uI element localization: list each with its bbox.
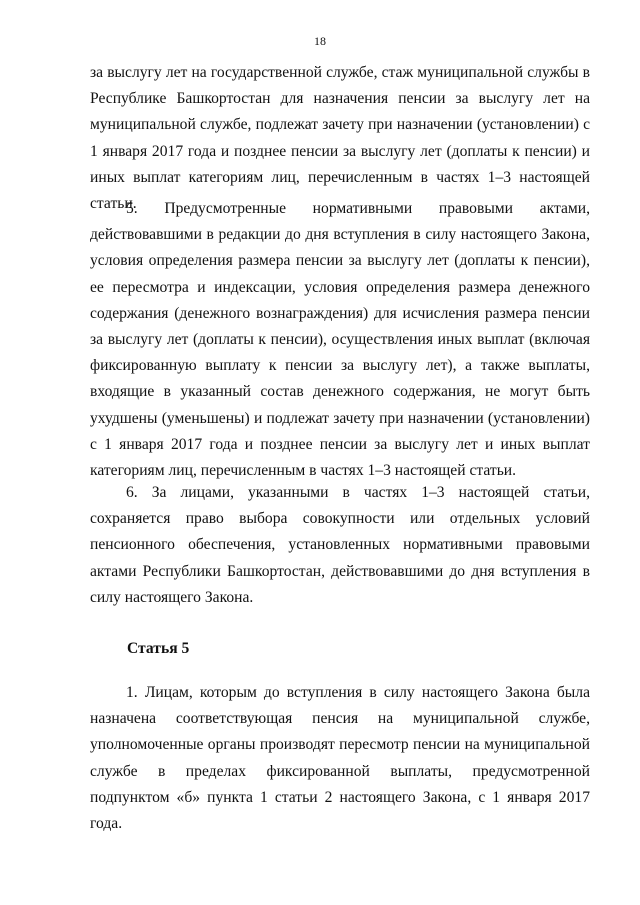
paragraph-continuation: за выслугу лет на государственной службе, стаж муниципальной службы в Республике Башкортостан для назначения пенсии за выслугу лет на муниципальной службе, подлежат зачету при назначении (установлении) с 1 января 2017 года и позднее пенсии за выслугу лет (доплаты к пенсии) и иных выплат категориям лиц, перечисленным в частях 1–3 настоящей статьи. bbox=[90, 64, 590, 213]
paragraph-5: 5. Предусмотренные нормативными правовыми актами, действовавшими в редакции до дня вступления в силу настоящего Закона, условия определения размера пенсии за выслугу лет (доплаты к пенсии), ее пересмотра и индексации, условия определения размера денежного содержания (денежного вознаграждения) для исчисления размера пенсии за выслугу лет (доплаты к пенсии), осуществления иных выплат (включая фиксированную выплату к пенсии за выслугу лет), а также выплаты, входящие в указанный состав денежного содержания, не могут быть ухудшены (уменьшены) и подлежат зачету при назначении (установлении) с 1 января 2017 года и позднее пенсии за выслугу лет и иных выплат категориям лиц, перечисленным в частях 1–3 настоящей статьи. bbox=[90, 200, 590, 480]
page-number: 18 bbox=[314, 34, 326, 48]
article-5-paragraph-1: 1. Лицам, которым до вступления в силу настоящего Закона была назначена соответствующая пенсия на муниципальной службе, уполномоченные органы производят пересмотр пенсии на муниципальной службе в пределах фиксированной выплаты, предусмотренной подпунктом «б» пункта 1 статьи 2 настоящего Закона, с 1 января 2017 года. bbox=[90, 684, 590, 833]
paragraph-6: 6. За лицами, указанными в частях 1–3 настоящей статьи, сохраняется право выбора совокупности или отдельных условий пенсионного обеспечения, установленных нормативными правовыми актами Республики Башкортостан, действовавшими до дня вступления в силу настоящего Закона. bbox=[90, 484, 590, 606]
article-5-heading: Статья 5 bbox=[127, 640, 190, 657]
